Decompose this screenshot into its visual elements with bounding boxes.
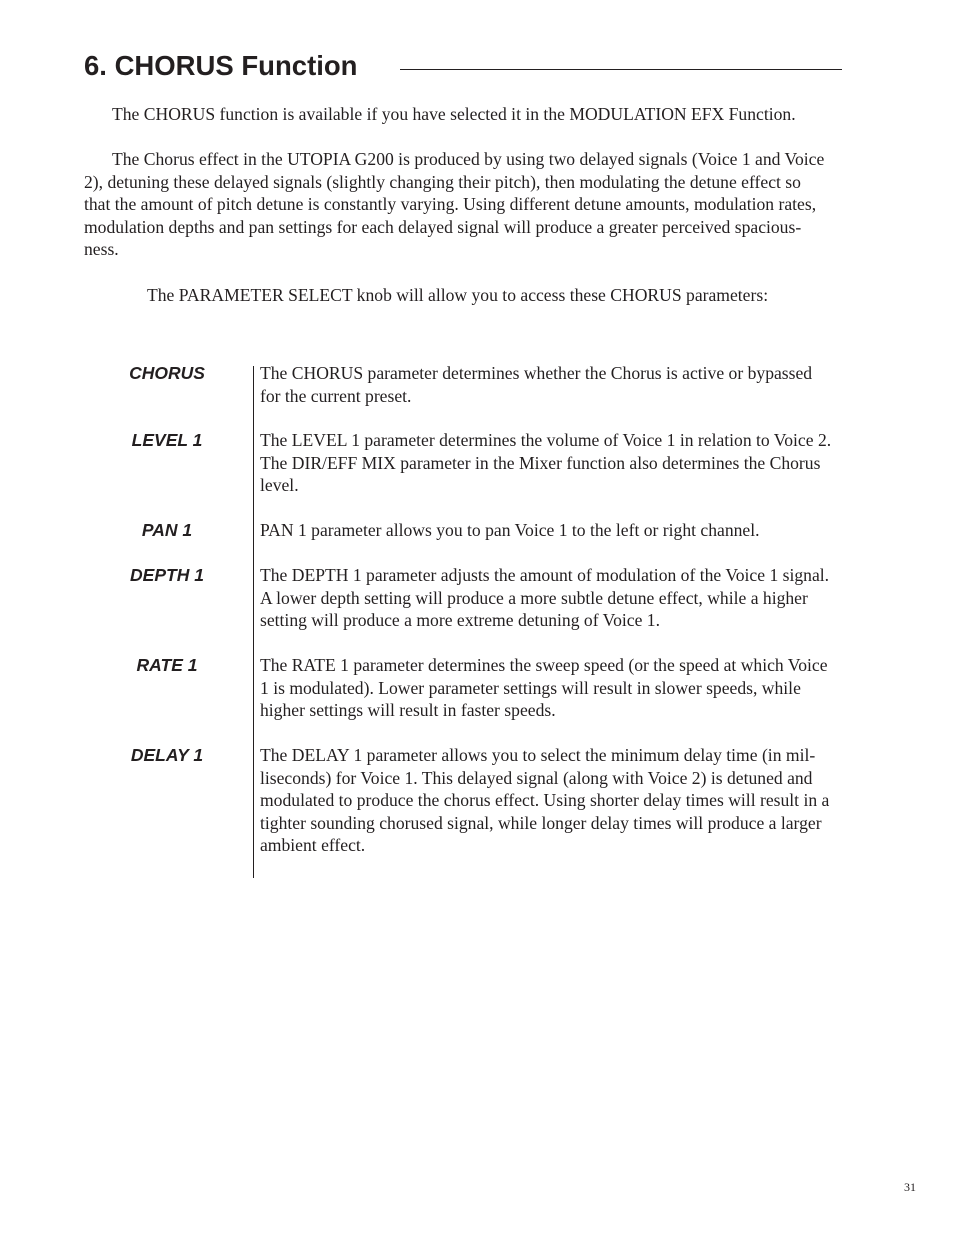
- intro-paragraph-1: The CHORUS function is available if you have selected it in the MODULATION EFX Function.: [112, 104, 796, 124]
- parameter-column-divider: [253, 366, 254, 878]
- intro-paragraph-2-line: ness.: [84, 239, 119, 259]
- intro-paragraph-2-line: 2), detuning these delayed signals (slightly changing their pitch), then modulating the detune effect so: [84, 171, 801, 192]
- param-desc-line: PAN 1 parameter allows you to pan Voice 1 to the left or right channel.: [260, 520, 760, 540]
- param-desc-line: The DEPTH 1 parameter adjusts the amount of modulation of the Voice 1 signal.: [260, 565, 830, 585]
- page-heading: 6. CHORUS Function: [84, 50, 358, 81]
- param-desc-line: The CHORUS parameter determines whether the Chorus is active or bypassed: [260, 363, 813, 383]
- param-desc-delay-1: [260, 744, 880, 857]
- param-name-level-1: LEVEL 1: [131, 430, 203, 450]
- heading-rule: [400, 69, 842, 70]
- intro-paragraph-3: The PARAMETER SELECT knob will allow you to access these CHORUS parameters:: [147, 285, 769, 305]
- param-desc-pan-1: [260, 519, 880, 542]
- param-desc-depth-1: [260, 564, 880, 632]
- page-number: 31: [904, 1180, 916, 1194]
- param-desc-line: modulated to produce the chorus effect. Using shorter delay times will result in a: [260, 790, 830, 810]
- param-desc-line: The DIR/EFF MIX parameter in the Mixer function also determines the Chorus: [260, 452, 821, 473]
- param-name-pan-1: PAN 1: [141, 520, 193, 540]
- param-desc-line: The DELAY 1 parameter allows you to select the minimum delay time (in mil-: [260, 745, 816, 765]
- param-name-depth-1: DEPTH 1: [130, 565, 204, 585]
- param-desc-line: ambient effect.: [260, 835, 366, 855]
- param-name-delay-1: DELAY 1: [130, 745, 204, 765]
- param-desc-chorus: [260, 362, 880, 407]
- param-desc-line: higher settings will result in faster speeds.: [260, 700, 556, 720]
- param-desc-rate-1: [260, 654, 880, 722]
- param-desc-line: tighter sounding chorused signal, while longer delay times will produce a larger: [260, 812, 822, 833]
- param-desc-line: A lower depth setting will produce a more subtle detune effect, while a higher: [260, 587, 808, 608]
- param-desc-level-1: [260, 429, 880, 497]
- param-desc-line: The LEVEL 1 parameter determines the volume of Voice 1 in relation to Voice 2.: [260, 430, 832, 450]
- param-desc-line: 1 is modulated). Lower parameter settings will result in slower speeds, while: [260, 677, 801, 698]
- intro-paragraph-2-line: The Chorus effect in the UTOPIA G200 is produced by using two delayed signals (Voice 1 and Voice: [112, 149, 825, 169]
- intro-paragraph-2: [84, 148, 884, 261]
- param-desc-line: setting will produce a more extreme detuning of Voice 1.: [260, 610, 660, 630]
- param-name-chorus: CHORUS: [129, 363, 205, 383]
- param-name-rate-1: RATE 1: [136, 655, 198, 675]
- intro-paragraph-2-line: modulation depths and pan settings for each delayed signal will produce a greater perceived spacious-: [84, 216, 802, 237]
- param-desc-line: The RATE 1 parameter determines the sweep speed (or the speed at which Voice: [260, 655, 828, 675]
- param-desc-line: for the current preset.: [260, 385, 412, 406]
- param-desc-line: level.: [260, 475, 299, 495]
- param-desc-line: liseconds) for Voice 1. This delayed signal (along with Voice 2) is detuned and: [260, 767, 813, 788]
- intro-paragraph-2-line: that the amount of pitch detune is constantly varying. Using different detune amounts, modulation rates,: [84, 194, 817, 214]
